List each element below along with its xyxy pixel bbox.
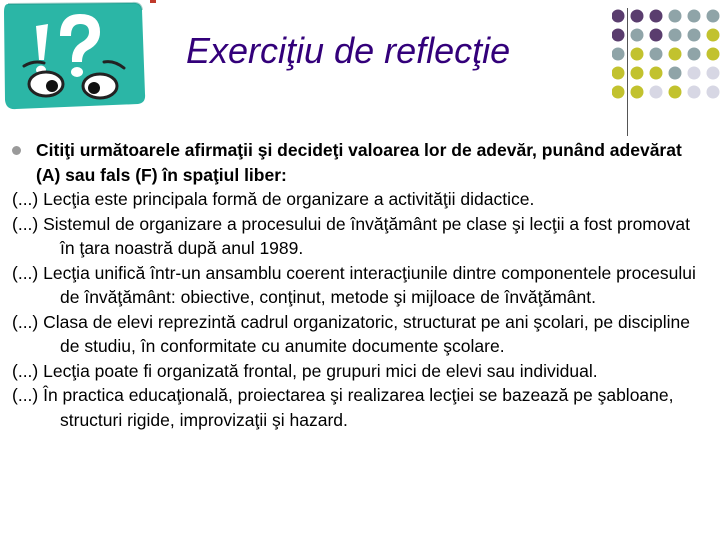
instruction-bullet [12,138,702,187]
slide-title: Exerciţiu de reflecţie [186,30,511,71]
statement-item: (...) Lecţia unifică într-un ansamblu coerent interacţiunile dintre componentele procesului de învăţământ: obiective, conţinut, metode şi mijloace de învăţământ. [12,262,696,307]
statement-item: (...) Lecţia poate fi organizată frontal, pe grupuri mici de elevi sau individual. [12,360,598,381]
statement-item: (...) Clasa de elevi reprezintă cadrul organizatoric, structurat pe ani şcolari, pe discipline de studiu, în conformitate cu anumite documente şcolare. [12,311,690,356]
corner-accent [150,0,156,3]
slide-body [12,138,702,432]
question-exclamation-icon [0,0,150,112]
instruction-text: Citiţi următoarele afirmaţii şi decideţi valoarea lor de adevăr, punând adevărat (A) sau fals (F) în spaţiul liber: [36,140,682,185]
bullet-dot-icon [12,146,21,155]
statement-item: (...) Lecţia este principala formă de organizare a activităţii didactice. [12,189,535,209]
statement-item: (...) Sistemul de organizare a procesului de învăţământ pe clase şi lecţii a fost promovat în ţara noastră după anul 1989. [12,213,690,258]
decorative-dot-grid [612,8,720,108]
statement-item: (...) În practica educaţională, proiectarea şi realizarea lecţiei se bazează pe şabloane, structuri rigide, improvizaţii şi hazard. [12,385,674,430]
decorative-divider [627,8,628,136]
